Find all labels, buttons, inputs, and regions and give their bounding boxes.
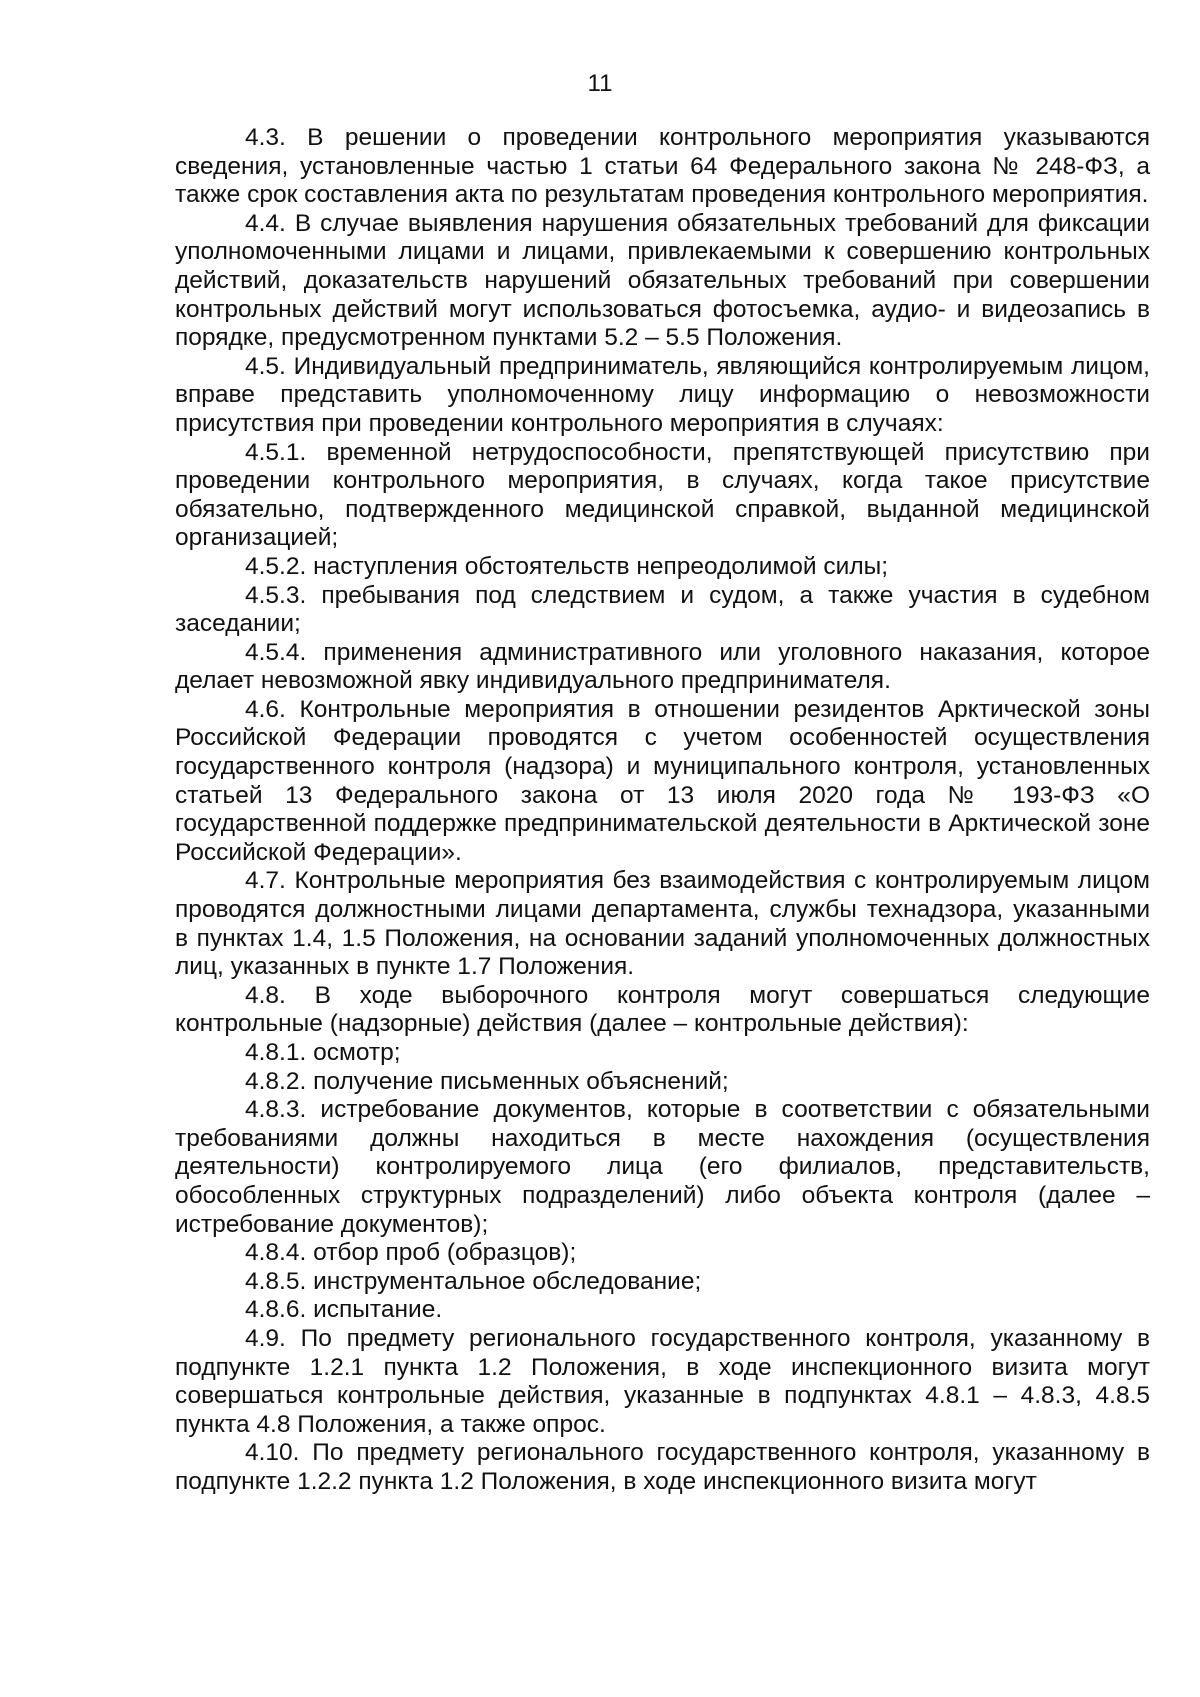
paragraph-4-6: 4.6. Контрольные мероприятия в отношении резидентов Арктической зоны Российской Федерации проводятся с учетом особенностей осуществления государственного контроля (надзора) и муниципального контроля, установленных статьей 13 Федерального закона от 13 июля 2020 года № 193-ФЗ «О государственной поддержке предпринимательской деятельности в Арктической зоне Российской Федерации».	[175, 695, 1150, 866]
paragraph-4-5-3: 4.5.3. пребывания под следствием и судом, а также участия в судебном заседании;	[175, 581, 1150, 638]
document-body	[175, 124, 1150, 1497]
paragraph-4-5-2: 4.5.2. наступления обстоятельств непреодолимой силы;	[245, 552, 889, 580]
paragraph-4-9: 4.9. По предмету регионального государственного контроля, указанному в подпункте 1.2.1 пункта 1.2 Положения, в ходе инспекционного визита могут совершаться контрольные действия, указанные в подпунктах 4.8.1 – 4.8.3, 4.8.5 пункта 4.8 Положения, а также опрос.	[175, 1324, 1150, 1438]
paragraph-4-5-1: 4.5.1. временной нетрудоспособности, препятствующей присутствию при проведении контрольного мероприятия, в случаях, когда такое присутствие обязательно, подтвержденного медицинской справкой, выданной медицинской организацией;	[175, 438, 1150, 552]
paragraph-4-7: 4.7. Контрольные мероприятия без взаимодействия с контролируемым лицом проводятся должностными лицами департамента, службы технадзора, указанными в пунктах 1.4, 1.5 Положения, на основании заданий уполномоченных должностных лиц, указанных в пункте 1.7 Положения.	[175, 867, 1150, 981]
paragraph-4-5: 4.5. Индивидуальный предприниматель, являющийся контролируемым лицом, вправе представить уполномоченному лицу информацию о невозможности присутствия при проведении контрольного мероприятия в случаях:	[175, 352, 1150, 437]
paragraph-4-3: 4.3. В решении о проведении контрольного мероприятия указываются сведения, установленные частью 1 статьи 64 Федерального закона № 248-ФЗ, а также срок составления акта по результатам проведения контрольного мероприятия.	[175, 124, 1150, 209]
paragraph-4-4: 4.4. В случае выявления нарушения обязательных требований для фиксации уполномоченными лицами и лицами, привлекаемыми к совершению контрольных действий, доказательств нарушений обязательных требований при совершении контрольных действий могут использоваться фотосъемка, аудио- и видеозапись в порядке, предусмотренном пунктами 5.2 – 5.5 Положения.	[175, 209, 1150, 352]
paragraph-4-8-2: 4.8.2. получение письменных объяснений;	[245, 1067, 729, 1095]
paragraph-4-8: 4.8. В ходе выборочного контроля могут совершаться следующие контрольные (надзорные) действия (далее – контрольные действия):	[175, 981, 1150, 1038]
page-number: 11	[587, 70, 613, 97]
paragraph-4-8-6: 4.8.6. испытание.	[245, 1296, 443, 1324]
paragraph-4-8-3: 4.8.3. истребование документов, которые в соответствии с обязательными требованиями должны находиться в месте нахождения (осуществления деятельности) контролируемого лица (его филиалов, представительств, обособленных структурных подразделений) либо объекта контроля (далее – истребование документов);	[175, 1096, 1150, 1238]
paragraph-4-8-5: 4.8.5. инструментальное обследование;	[245, 1267, 702, 1295]
paragraph-4-10: 4.10. По предмету регионального государственного контроля, указанному в подпункте 1.2.2 пункта 1.2 Положения, в ходе инспекционного визита могут	[175, 1439, 1150, 1495]
paragraph-4-5-4: 4.5.4. применения административного или уголовного наказания, которое делает невозможной явку индивидуального предпринимателя.	[175, 638, 1150, 695]
paragraph-4-8-1: 4.8.1. осмотр;	[245, 1039, 401, 1066]
paragraph-4-8-4: 4.8.4. отбор проб (образцов);	[245, 1239, 577, 1267]
